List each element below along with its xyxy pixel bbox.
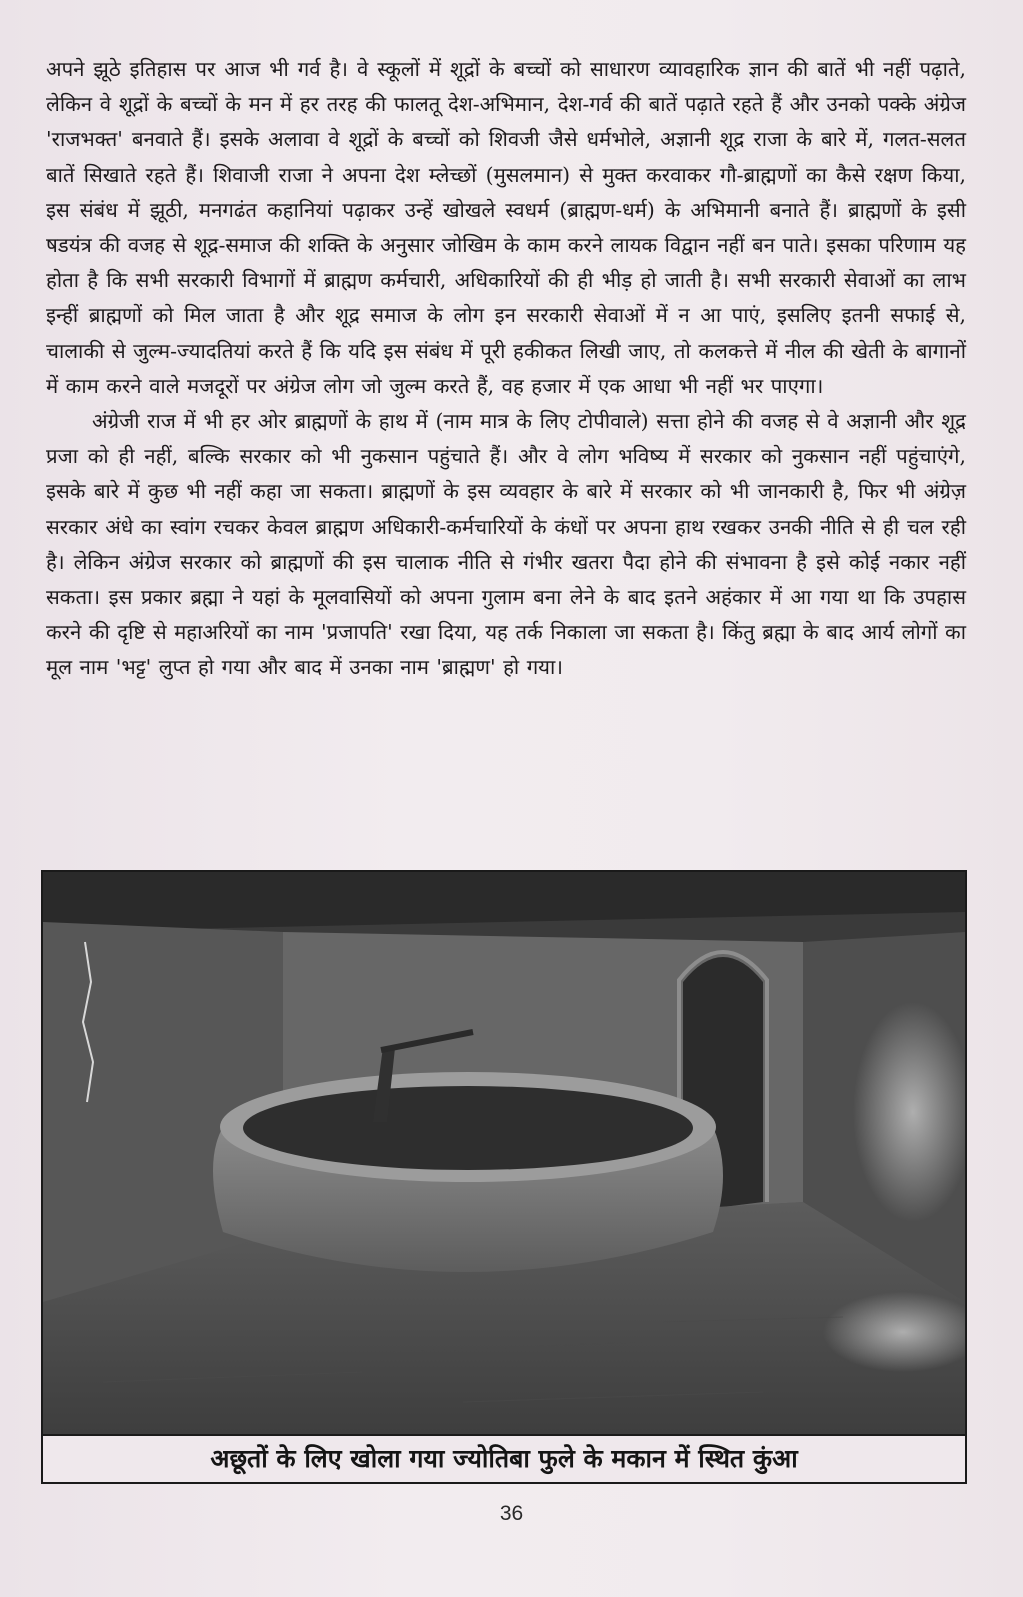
well-photo-illustration [43,872,965,1434]
paragraph-2: अंग्रेजी राज में भी हर ओर ब्राह्मणों के हाथ में (नाम मात्र के लिए टोपीवाले) सत्ता होने की वजह से वे अज्ञानी और शूद्र प्रजा को ही नहीं, बल्कि सरकार को भी नुकसान पहुंचाते हैं। और वे लोग भविष्य में सरकार को नुकसान नहीं पहुंचाएंगे, इसके बारे में कुछ भी नहीं कहा जा सकता। ब्राह्मणों के इस व्यवहार के बारे में सरकार को भी जानकारी है, फिर भी अंग्रेज़ सरकार अंधे का स्वांग रचकर केवल ब्राह्मण अधिकारी-कर्मचारियों के कंधों पर अपना हाथ रखकर उनकी नीति से ही चल रही है। लेकिन अंग्रेज सरकार को ब्राह्मणों की इस चालाक नीति से गंभीर खतरा पैदा होने की संभावना है इसे कोई नकार नहीं सकता। इस प्रकार ब्रह्मा ने यहां के मूलवासियों को अपना गुलाम बना लेने के बाद इतने अहंकार में आ गया था कि उपहास करने की दृष्टि से महाअरियों का नाम 'प्रजापति' रखा दिया, यह तर्क निकाला जा सकता है। किंतु ब्रह्मा के बाद आर्य लोगों का मूल नाम 'भट्ट' लुप्त हो गया और बाद में उनका नाम 'ब्राह्मण' हो गया। [46,409,966,680]
photo-figure [41,870,967,1484]
paragraph-1: अपने झूठे इतिहास पर आज भी गर्व है। वे स्कूलों में शूद्रों के बच्चों को साधारण व्यावहारिक ज्ञान की बातें भी नहीं पढ़ाते, लेकिन वे शूद्रों के बच्चों के मन में हर तरह की फालतू देश-अभिमान, देश-गर्व की बातें पढ़ाते रहते हैं और उनको पक्के अंग्रेज 'राजभक्त' बनवाते हैं। इसके अलावा वे शूद्रों के बच्चों को शिवजी जैसे धर्मभोले, अज्ञानी शूद्र राजा के बारे में, गलत-सलत बातें सिखाते रहते हैं। शिवाजी राजा ने अपना देश म्लेच्छों (मुसलमान) से मुक्त करवाकर गौ-ब्राह्मणों का कैसे रक्षण किया, इस संबंध में झूठी, मनगढंत कहानियां पढ़ाकर उन्हें खोखले स्वधर्म (ब्राह्मण-धर्म) के अभिमानी बनाते हैं। ब्राह्मणों के इसी षडयंत्र की वजह से शूद्र-समाज की शक्ति के अनुसार जोखिम के काम करने लायक विद्वान नहीं बन पाते। इसका परिणाम यह होता है कि सभी सरकारी विभागों में ब्राह्मण कर्मचारी, अधिकारियों की ही भीड़ हो जाती है। सभी सरकारी सेवाओं का लाभ इन्हीं ब्राह्मणों को मिल जाता है और शूद्र समाज के लोग इन सरकारी सेवाओं में न आ पाएं, इसलिए इतनी सफाई से, चालाकी से जुल्म-ज्यादतियां करते हैं कि यदि इस संबंध में पूरी हकीकत लिखी जाए, तो कलकत्ते में नील की खेती के बागानों में काम करने वाले मजदूरों पर अंग्रेज लोग जो जुल्म करते हैं, वह हजार में एक आधा भी नहीं भर पाएगा। [46,57,966,398]
body-text [46,52,966,686]
figure-caption: अछूतों के लिए खोला गया ज्योतिबा फुले के मकान में स्थित कुंआ [210,1444,798,1473]
page-number: 36 [499,1502,524,1525]
well-photograph [43,872,965,1436]
